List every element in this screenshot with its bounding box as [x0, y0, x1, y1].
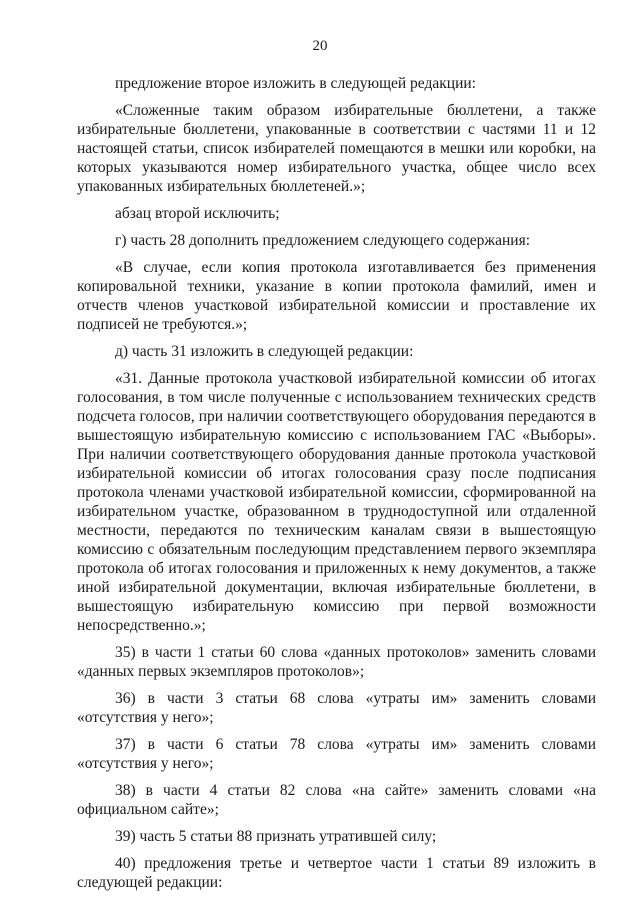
paragraph: 37) в части 6 статьи 78 слова «утраты им» заменить словами «отсутствия у него»; — [77, 736, 596, 772]
paragraph: «31. Данные протокола участковой избирательной комиссии об итогах голосования, в том числе полученные с использованием технических средств подсчета голосов, при наличии соответствующего оборудования передаются в вышестоящую избирательную комиссию с использованием ГАС «Выборы». При наличии соответствующего оборудования данные протокола участковой избирательной комиссии об итогах голосования сразу после подписания протокола членами участковой избирательной комиссии, сформированной на избирательном участке, образованном в труднодоступной или отдаленной местности, передаются по техническим каналам связи в вышестоящую комиссию с обязательным последующим представлением первого экземпляра протокола об итогах голосования и приложенных к нему документов, а также иной избирательной документации, включая избирательные бюллетени, в вышестоящую избирательную комиссию при первой возможности непосредственно.»; — [77, 370, 596, 634]
paragraph: абзац второй исключить; — [115, 205, 280, 222]
paragraph: д) часть 31 изложить в следующей редакции: — [115, 343, 414, 360]
paragraph: «Сложенные таким образом избирательные бюллетени, а также избирательные бюллетени, упакованные в соответствии с частями 11 и 12 настоящей статьи, список избирателей помещаются в мешки или коробки, на которых указываются номер избирательного участка, общее число всех упакованных избирательных бюллетеней.»; — [77, 102, 596, 195]
paragraph: «В случае, если копия протокола изготавливается без применения копировальной техники, указание в копии протокола фамилий, имен и отчеств членов участковой избирательной комиссии и проставление их подписей не требуются.»; — [77, 259, 596, 333]
paragraph: 36) в части 3 статьи 68 слова «утраты им» заменить словами «отсутствия у него»; — [77, 690, 596, 726]
paragraph: 39) часть 5 статьи 88 признать утратившей силу; — [115, 828, 437, 845]
paragraph: 38) в части 4 статьи 82 слова «на сайте» заменить словами «на официальном сайте»; — [77, 782, 596, 818]
paragraph: 40) предложения третье и четвертое части 1 статьи 89 изложить в следующей редакции: — [77, 855, 596, 891]
paragraph: предложение второе изложить в следующей редакции: — [115, 75, 476, 92]
document-body — [77, 74, 596, 900]
paragraph: г) часть 28 дополнить предложением следующего содержания: — [115, 232, 531, 249]
paragraph: 35) в части 1 статьи 60 слова «данных протоколов» заменить словами «данных первых экземпляров протоколов»; — [77, 644, 596, 680]
page-number: 20 — [312, 38, 328, 54]
